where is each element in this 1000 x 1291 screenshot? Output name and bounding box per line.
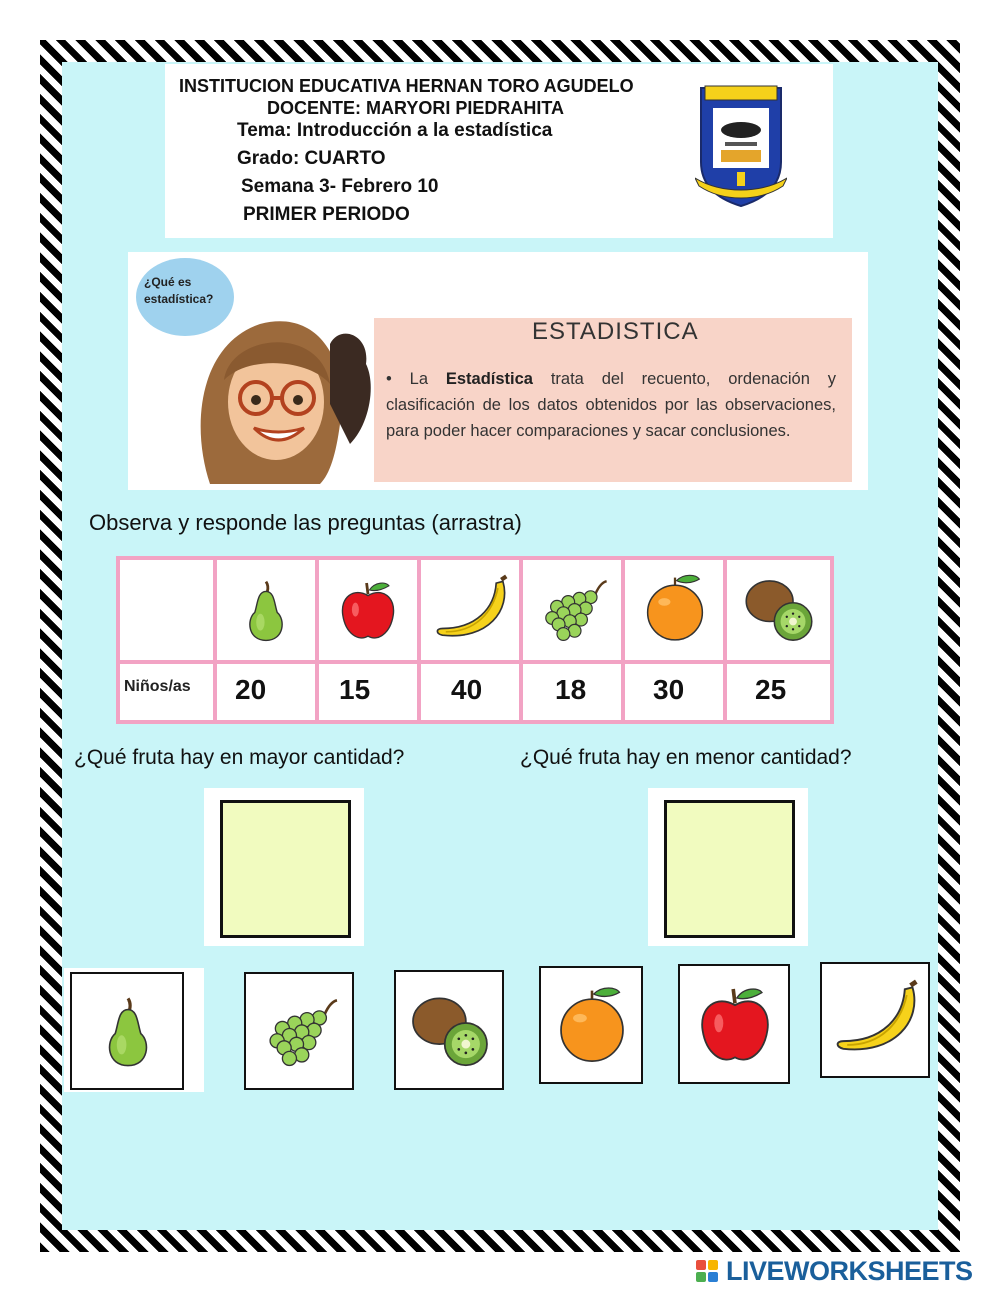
table-corner-cell xyxy=(120,560,213,660)
speech-bubble-text: ¿Qué es estadística? xyxy=(144,275,214,306)
teacher-name: DOCENTE: MARYORI PIEDRAHITA xyxy=(267,98,564,118)
definition-text: • La Estadística trata del recuento, ordenación y clasificación de los datos obtenidos por las observaciones, para poder hacer comparaciones y sacar conclusiones. xyxy=(386,370,836,440)
draggable-pear[interactable] xyxy=(70,972,184,1090)
count-cell xyxy=(217,664,315,720)
definition-title: ESTADISTICA xyxy=(532,318,699,345)
apple-icon xyxy=(690,974,780,1076)
table-fruit-cell xyxy=(625,560,723,660)
kiwi-icon xyxy=(739,570,819,648)
count-cell xyxy=(421,664,519,720)
drop-zone-least[interactable] xyxy=(664,800,795,938)
banana-icon xyxy=(828,972,924,1068)
kiwi-icon xyxy=(404,986,496,1074)
count-value: 30 xyxy=(653,674,685,705)
count-cell xyxy=(523,664,621,720)
draggable-apple[interactable] xyxy=(678,964,790,1084)
draggable-kiwi[interactable] xyxy=(394,970,504,1090)
banana-icon xyxy=(429,568,513,652)
liveworksheets-logo xyxy=(696,1256,973,1286)
definition-term: Estadística xyxy=(445,370,533,388)
count-cell xyxy=(319,664,417,720)
definition-text-rest: trata del recuento, ordenación y clasificación de los datos obtenidos por las observaciones, para poder hacer comparaciones y sacar conclusiones. xyxy=(386,370,836,440)
topic: Tema: Introducción a la estadística xyxy=(237,120,553,141)
draggable-grapes[interactable] xyxy=(244,972,354,1090)
pear-icon xyxy=(88,980,168,1084)
grapes-icon xyxy=(533,570,613,650)
count-value: 15 xyxy=(339,674,371,705)
question-least: ¿Qué fruta hay en menor cantidad? xyxy=(520,746,852,769)
definition-box xyxy=(374,318,852,482)
question-most: ¿Qué fruta hay en mayor cantidad? xyxy=(74,746,405,769)
apple-icon xyxy=(333,568,403,654)
orange-icon xyxy=(637,568,713,648)
school-crest-icon xyxy=(695,78,787,212)
table-fruit-cell xyxy=(421,560,519,660)
grade: Grado: CUARTO xyxy=(237,148,386,169)
table-fruit-cell xyxy=(319,560,417,660)
definition-text-start: La xyxy=(409,370,446,388)
table-fruit-cell xyxy=(217,560,315,660)
teacher-avatar-icon xyxy=(180,304,380,486)
table-fruit-cell xyxy=(523,560,621,660)
count-value: 18 xyxy=(555,674,587,705)
grapes-icon xyxy=(254,988,346,1076)
table-fruit-cell xyxy=(727,560,830,660)
drop-zone-most[interactable] xyxy=(220,800,351,938)
week: Semana 3- Febrero 10 xyxy=(241,176,439,197)
instruction-text: Observa y responde las preguntas (arrastra) xyxy=(89,510,522,535)
school-name: INSTITUCION EDUCATIVA HERNAN TORO AGUDELO xyxy=(179,76,634,96)
pear-icon xyxy=(231,568,301,654)
period: PRIMER PERIODO xyxy=(243,204,410,225)
logo-blocks-icon xyxy=(696,1260,718,1282)
count-cell xyxy=(625,664,723,720)
count-cell xyxy=(727,664,830,720)
worksheet-header xyxy=(165,64,833,238)
draggable-orange[interactable] xyxy=(539,966,643,1084)
count-value: 40 xyxy=(451,674,483,705)
row-label: Niños/as xyxy=(124,678,191,695)
orange-icon xyxy=(549,980,635,1070)
intro-card xyxy=(128,252,868,490)
draggable-banana[interactable] xyxy=(820,962,930,1078)
count-value: 25 xyxy=(755,674,787,705)
brand-name: LIVEWORKSHEETS xyxy=(726,1255,973,1286)
fruit-table xyxy=(116,556,834,724)
count-value: 20 xyxy=(235,674,267,705)
